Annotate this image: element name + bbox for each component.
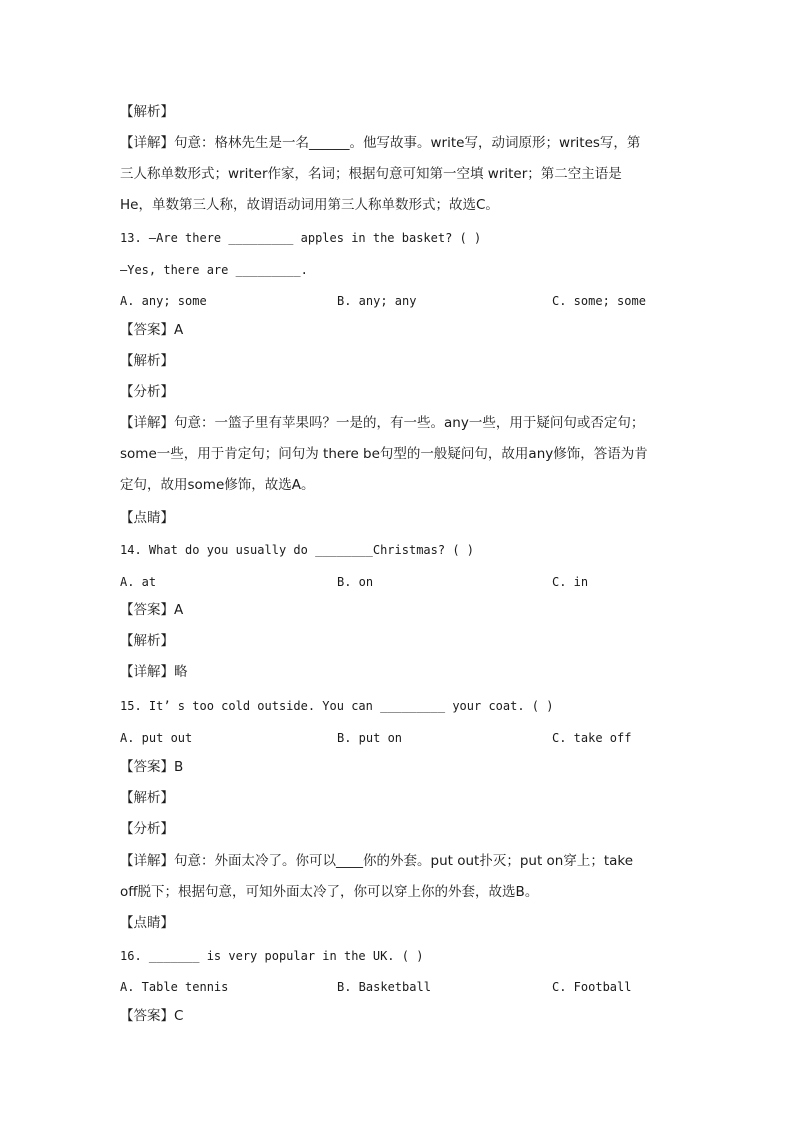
- explanation-line: off脱下；根据句意，可知外面太冷了，你可以穿上你的外套，故选B。: [120, 884, 539, 900]
- section-label: 【详解】略: [120, 664, 188, 680]
- explanation-line: some一些，用于肯定句；问句为 there be句型的一般疑问句，故用any修饰，答语为肯: [120, 446, 648, 462]
- option-b: B. put on: [337, 731, 403, 745]
- section-label: 【点睛】: [120, 510, 174, 526]
- section-label: 【解析】: [120, 104, 174, 120]
- option-c: C. Football: [552, 980, 632, 994]
- option-a: A. put out: [120, 731, 193, 745]
- question-line: 13. —Are there _________ apples in the basket? ( ): [120, 231, 482, 245]
- option-b: B. any; any: [337, 294, 417, 308]
- section-label: 【答案】B: [120, 759, 184, 775]
- section-label: 【解析】: [120, 353, 174, 369]
- explanation-line: 三人称单数形式；writer作家，名词；根据句意可知第一空填 writer；第二空主语是: [120, 166, 622, 182]
- explanation-line: 【详解】句意：外面太冷了。你可以____你的外套。put out扑灭；put on穿上；take: [120, 853, 634, 869]
- option-b: B. Basketball: [337, 980, 431, 994]
- question-line: 15. It’ s too cold outside. You can _________ your coat. ( ): [120, 699, 554, 713]
- section-label: 【分析】: [120, 384, 174, 400]
- question-line: 16. _______ is very popular in the UK. ( ): [120, 949, 424, 963]
- explanation-line: 【详解】句意：格林先生是一名______。他写故事。write写，动词原形；writes写，第: [120, 135, 641, 151]
- option-c: C. some; some: [552, 294, 646, 308]
- option-a: A. Table tennis: [120, 980, 229, 994]
- section-label: 【答案】C: [120, 1008, 184, 1024]
- option-a: A. at: [120, 575, 157, 589]
- section-label: 【答案】A: [120, 322, 184, 338]
- explanation-line: 【详解】句意：一篮子里有苹果吗？一是的，有一些。any一些，用于疑问句或否定句；: [120, 415, 645, 431]
- section-label: 【分析】: [120, 821, 174, 837]
- question-line: 14. What do you usually do ________Christmas? ( ): [120, 543, 475, 557]
- section-label: 【答案】A: [120, 602, 184, 618]
- section-label: 【解析】: [120, 633, 174, 649]
- question-line: —Yes, there are _________.: [120, 263, 308, 277]
- explanation-line: He，单数第三人称，故谓语动词用第三人称单数形式；故选C。: [120, 197, 499, 213]
- option-a: A. any; some: [120, 294, 207, 308]
- section-label: 【解析】: [120, 790, 174, 806]
- option-b: B. on: [337, 575, 374, 589]
- section-label: 【点睛】: [120, 915, 174, 931]
- explanation-line: 定句，故用some修饰，故选A。: [120, 477, 315, 493]
- option-c: C. take off: [552, 731, 632, 745]
- option-c: C. in: [552, 575, 589, 589]
